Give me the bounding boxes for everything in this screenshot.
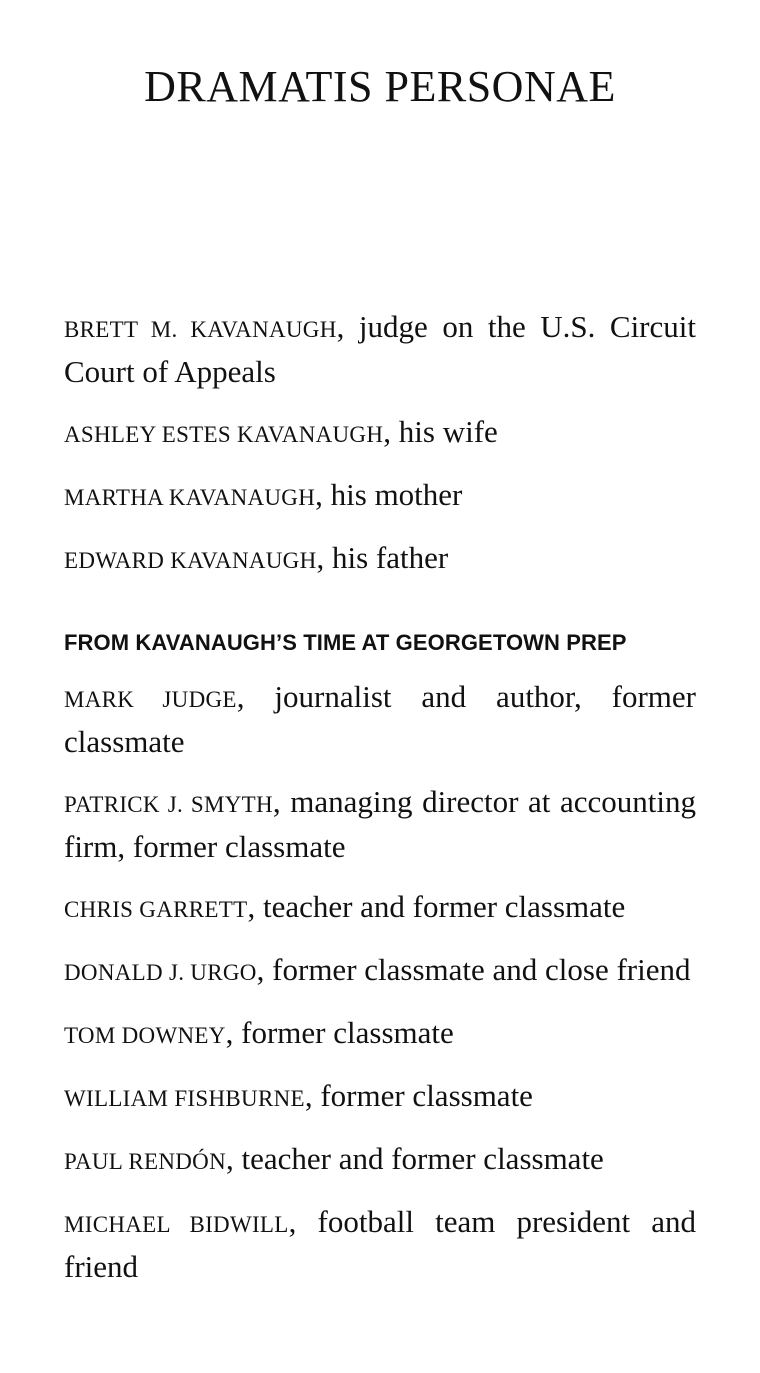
list-item <box>64 886 696 931</box>
character-name: PAUL RENDÓN <box>64 1149 226 1174</box>
character-name: TOM DOWNEY <box>64 1023 226 1048</box>
character-name: CHRIS GARRETT <box>64 897 248 922</box>
list-item <box>64 1012 696 1057</box>
character-name: ASHLEY ESTES KAVANAUGH <box>64 422 384 447</box>
list-item <box>64 676 696 763</box>
character-description: , his father <box>316 540 449 575</box>
list-item <box>64 781 696 868</box>
character-description: , former classmate <box>304 1078 533 1113</box>
character-description: , football team president and friend <box>64 1204 696 1284</box>
character-description: , journalist and author, former classmate <box>64 679 697 759</box>
character-name: EDWARD KAVANAUGH <box>64 548 317 573</box>
character-description: , former classmate <box>225 1015 454 1050</box>
character-name: WILLIAM FISHBURNE <box>64 1086 305 1111</box>
character-description: , teacher and former classmate <box>225 1141 604 1176</box>
character-description: , his wife <box>383 414 498 449</box>
list-item <box>64 474 696 519</box>
list-item <box>64 1138 696 1183</box>
family-list <box>64 306 696 582</box>
character-name: MICHAEL BIDWILL <box>64 1212 289 1237</box>
list-item <box>64 537 696 582</box>
section-heading: FROM KAVANAUGH’S TIME AT GEORGETOWN PREP <box>64 630 627 655</box>
character-name: MARK JUDGE <box>64 687 237 712</box>
list-item <box>64 1075 696 1120</box>
list-item <box>64 949 696 994</box>
list-item <box>64 306 696 393</box>
character-description: , his mother <box>315 477 463 512</box>
character-description: , managing director at accounting firm, former classmate <box>64 784 696 864</box>
character-description: , former classmate and close friend <box>256 952 691 987</box>
character-name: BRETT M. KAVANAUGH <box>64 317 337 342</box>
character-name: DONALD J. URGO <box>64 960 257 985</box>
page-title: DRAMATIS PERSONAE <box>144 62 616 111</box>
list-item <box>64 1201 696 1288</box>
character-description: , judge on the U.S. Circuit Court of Appeals <box>64 309 696 389</box>
character-name: PATRICK J. SMYTH <box>64 792 273 817</box>
georgetown-prep-section <box>64 628 696 1288</box>
list-item <box>64 411 696 456</box>
character-name: MARTHA KAVANAUGH <box>64 485 316 510</box>
book-page <box>64 0 696 1288</box>
character-description: , teacher and former classmate <box>247 889 626 924</box>
